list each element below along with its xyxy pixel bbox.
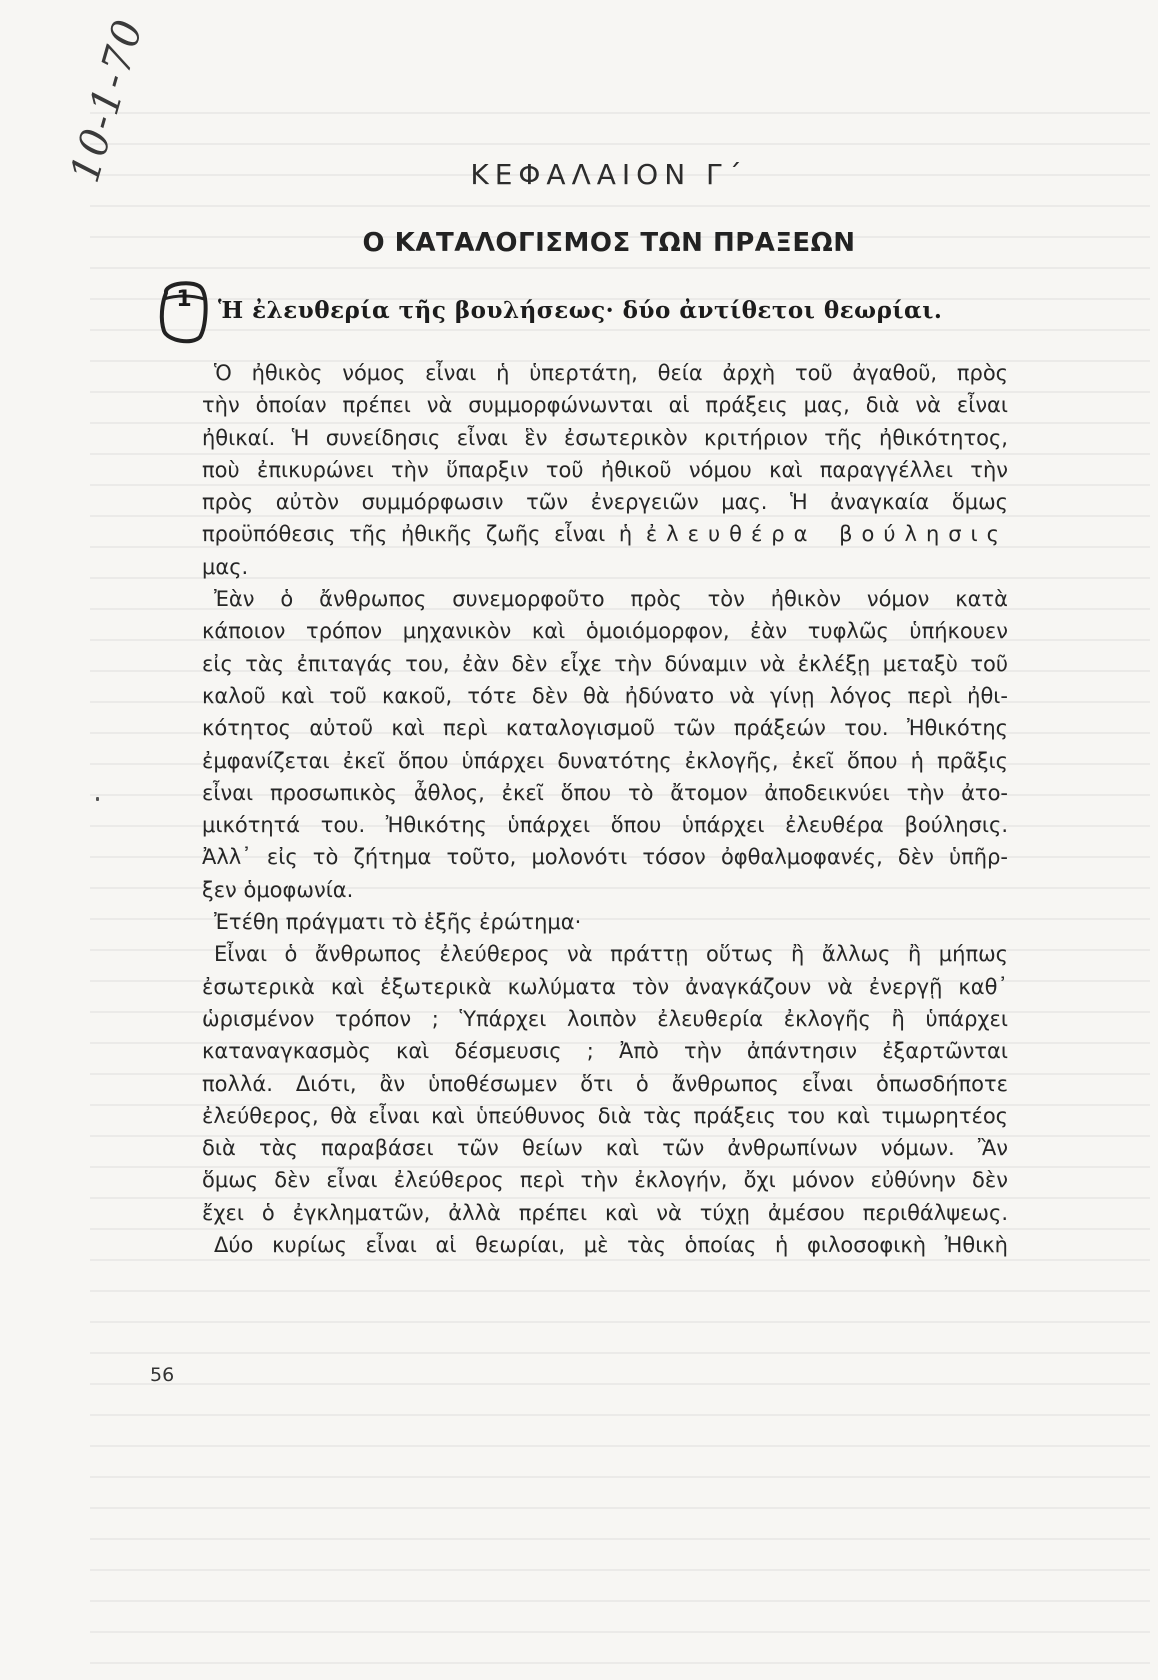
text-line: κότητος αὐτοῦ καὶ περὶ καταλογισμοῦ τῶν πράξεών του. Ἠθικότης: [202, 716, 1008, 741]
text-line: τὴν ὁποίαν πρέπει νὰ συμμορφώνωνται αἱ πράξεις μας, διὰ νὰ εἶναι: [202, 393, 1008, 418]
text-line: ἐλεύθερος, θὰ εἶναι καὶ ὑπεύθυνος διὰ τὰς πράξεις του καὶ τιμωρητέος: [202, 1103, 1008, 1128]
text-line: καλοῦ καὶ τοῦ κακοῦ, τότε δὲν θὰ ἠδύνατο νὰ γίνῃ λόγος περὶ ἠθι-: [202, 683, 1008, 708]
text-line: ἐσωτερικὰ καὶ ἐξωτερικὰ κωλύματα τὸν ἀναγκάζουν νὰ ἐνεργῇ καθ᾽: [202, 974, 1008, 999]
handwritten-date-note: 10-1-70: [62, 13, 153, 188]
text-line: εἶναι προσωπικὸς ἆθλος, ἐκεῖ ὅπου τὸ ἄτομον ἀποδεικνύει τὴν ἀτο-: [202, 780, 1008, 805]
page-number: 56: [150, 1364, 175, 1386]
section-number: 1: [176, 287, 192, 312]
text-line: ὅμως δὲν εἶναι ἐλεύθερος περὶ τὴν ἐκλογήν, ὄχι μόνον εὐθύνην δὲν: [202, 1168, 1008, 1193]
body-text: [202, 357, 1008, 1261]
text-line: Εἶναι ὁ ἄνθρωπος ἐλεύθερος νὰ πράττῃ οὕτως ἢ ἄλλως ἢ μήπως: [214, 942, 1008, 967]
text-line: μας.: [202, 554, 249, 579]
text-line: πρὸς αὐτὸν συμμόρφωσιν τῶν ἐνεργειῶν μας. Ἡ ἀναγκαία ὅμως: [202, 490, 1008, 515]
paragraph-1: [202, 357, 1008, 583]
text-line: διὰ τὰς παραβάσει τῶν θείων καὶ τῶν ἀνθρωπίνων νόμων. Ἂν: [202, 1136, 1008, 1161]
text-line: κάποιον τρόπον μηχανικὸν καὶ ὁμοιόμορφον, ἐὰν τυφλῶς ὑπήκουεν: [202, 619, 1008, 644]
paragraph-2: [202, 583, 1008, 906]
section-number-badge: [160, 281, 208, 339]
text-line: ἔχει ὁ ἐγκληματῶν, ἀλλὰ πρέπει καὶ νὰ τύχῃ ἀμέσου περιθάλψεως.: [202, 1200, 1008, 1225]
emphasized-term: ἐλευθέρα βούλησις: [645, 522, 1008, 547]
text-line: [202, 518, 1008, 550]
section-heading: [160, 280, 942, 340]
text-fragment: προϋπόθεσις τῆς ἠθικῆς ζωῆς εἶναι ἡ: [202, 522, 633, 547]
text-line: Δύο κυρίως εἶναι αἱ θεωρίαι, μὲ τὰς ὁποίας ἡ φιλοσοφικὴ Ἠθικὴ: [214, 1233, 1008, 1258]
text-line: πολλά. Διότι, ἂν ὑποθέσωμεν ὅτι ὁ ἄνθρωπος εἶναι ὁπωσδήποτε: [202, 1071, 1008, 1096]
text-line: Ἀλλ᾽ εἰς τὸ ζήτημα τοῦτο, μολονότι τόσον ὀφθαλμοφανές, δὲν ὑπῆρ-: [202, 845, 1008, 870]
text-line: Ἐὰν ὁ ἄνθρωπος συνεμορφοῦτο πρὸς τὸν ἠθικὸν νόμον κατὰ: [214, 587, 1008, 612]
chapter-title: Ο ΚΑΤΑΛΟΓΙΣΜΟΣ ΤΩΝ ΠΡΑΞΕΩΝ: [362, 228, 856, 258]
paragraph-5: [202, 1229, 1008, 1261]
paragraph-3: [202, 906, 1008, 938]
text-line: καταναγκασμὸς καὶ δέσμευσις ; Ἀπὸ τὴν ἀπάντησιν ἐξαρτῶνται: [202, 1039, 1008, 1064]
text-line: μικότητά του. Ἠθικότης ὑπάρχει ὅπου ὑπάρχει ἐλευθέρα βούλησις.: [202, 813, 1008, 838]
chapter-label: ΚΕΦΑΛΑΙΟΝ Γ΄: [470, 158, 748, 191]
text-line: Ἐτέθη πράγματι τὸ ἑξῆς ἐρώτημα·: [214, 910, 582, 935]
text-line: ποὺ ἐπικυρώνει τὴν ὕπαρξιν τοῦ ἠθικοῦ νόμου καὶ παραγγέλλει τὴν: [202, 457, 1008, 482]
text-line: ὡρισμένον τρόπον ; Ὑπάρχει λοιπὸν ἐλευθερία ἐκλογῆς ἢ ὑπάρχει: [202, 1006, 1008, 1031]
text-line: ξεν ὁμοφωνία.: [202, 877, 354, 902]
text-line: ἐμφανίζεται ἐκεῖ ὅπου ὑπάρχει δυνατότης ἐκλογῆς, ἐκεῖ ὅπου ἡ πρᾶξις: [202, 748, 1008, 773]
text-line: εἰς τὰς ἐπιταγάς του, ἐὰν δὲν εἶχε τὴν δύναμιν νὰ ἐκλέξῃ μεταξὺ τοῦ: [202, 651, 1008, 676]
text-line: ἠθικαί. Ἡ συνείδησις εἶναι ἓν ἐσωτερικὸν κριτήριον τῆς ἠθικότητος,: [202, 425, 1008, 450]
text-line: Ὁ ἠθικὸς νόμος εἶναι ἡ ὑπερτάτη, θεία ἀρχὴ τοῦ ἀγαθοῦ, πρὸς: [214, 361, 1008, 385]
section-title: Ἡ ἐλευθερία τῆς βουλήσεως· δύο ἀντίθετοι θεωρίαι.: [218, 296, 943, 324]
paragraph-4: [202, 938, 1008, 1229]
margin-mark: [96, 797, 99, 801]
